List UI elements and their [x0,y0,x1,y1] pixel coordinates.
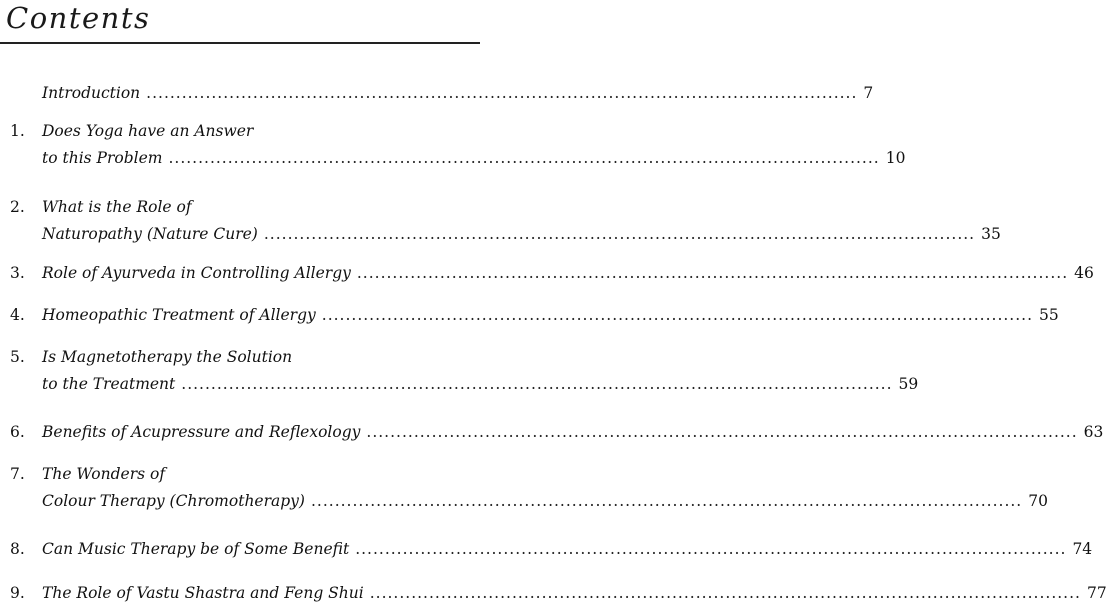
toc-page-number: 10 [885,149,906,167]
toc-page-number: 63 [1083,423,1104,441]
toc-entry-number: 3. [10,264,25,282]
dot-leader: ........................................................................................................................ [366,423,1078,441]
toc-entry-title: Homeopathic Treatment of Allergy [42,306,316,324]
toc-entry-title: Does Yoga have an Answer [42,122,254,140]
dot-leader: ........................................................................................................................ [355,540,1067,558]
dot-leader: ........................................................................................................................ [181,375,893,393]
page-title: Contents [6,1,151,35]
toc-entry-title: Can Music Therapy be of Some Benefit [42,540,350,558]
toc-page-number: 35 [981,225,1001,243]
toc-entry-number: 7. [10,465,25,483]
dot-leader: ........................................................................................................................ [321,306,1034,324]
toc-entry-title: The Wonders of [42,465,166,483]
toc-entry-title: The Role of Vastu Shastra and Feng Shui [42,584,364,602]
toc-entry-title: Colour Therapy (Chromotherapy) [42,492,305,510]
dot-leader: ........................................................................................................................ [168,149,880,167]
toc-entry-number: 5. [10,348,25,366]
toc-entry-title: Naturopathy (Nature Cure) [42,225,258,243]
dot-leader: ........................................................................................................................ [310,492,1023,510]
toc-entry-number: 9. [10,584,25,602]
toc-entry-title: Is Magnetotherapy the Solution [42,348,293,366]
toc-entry-title: What is the Role of [42,198,192,216]
toc-page-number: 70 [1028,492,1048,510]
toc-entry-title: to this Problem [42,149,163,167]
toc-entry-number: 2. [10,198,25,216]
toc-page-number: 77 [1086,584,1107,602]
dot-leader: ........................................................................................................................ [356,264,1069,282]
toc-entry-title: Introduction [42,84,141,102]
toc-entry-title: to the Treatment [42,375,176,393]
toc-page-number: 7 [863,84,874,102]
toc-page-number: 74 [1072,540,1093,558]
toc-entry-number: 1. [10,122,25,140]
dot-leader: ........................................................................................................................ [369,584,1081,602]
dot-leader: ........................................................................................................................ [263,225,976,243]
toc-entry-title: Role of Ayurveda in Controlling Allergy [42,264,351,282]
toc-entry-number: 8. [10,540,25,558]
toc-page-number: 55 [1039,306,1059,324]
toc-page-number: 59 [898,375,919,393]
toc-entry-number: 6. [10,423,25,441]
toc-page-number: 46 [1074,264,1094,282]
toc-entry-number: 4. [10,306,25,324]
dot-leader: ........................................................................................................................ [146,84,858,102]
title-divider [0,42,480,44]
toc-entry-title: Benefits of Acupressure and Reflexology [42,423,361,441]
